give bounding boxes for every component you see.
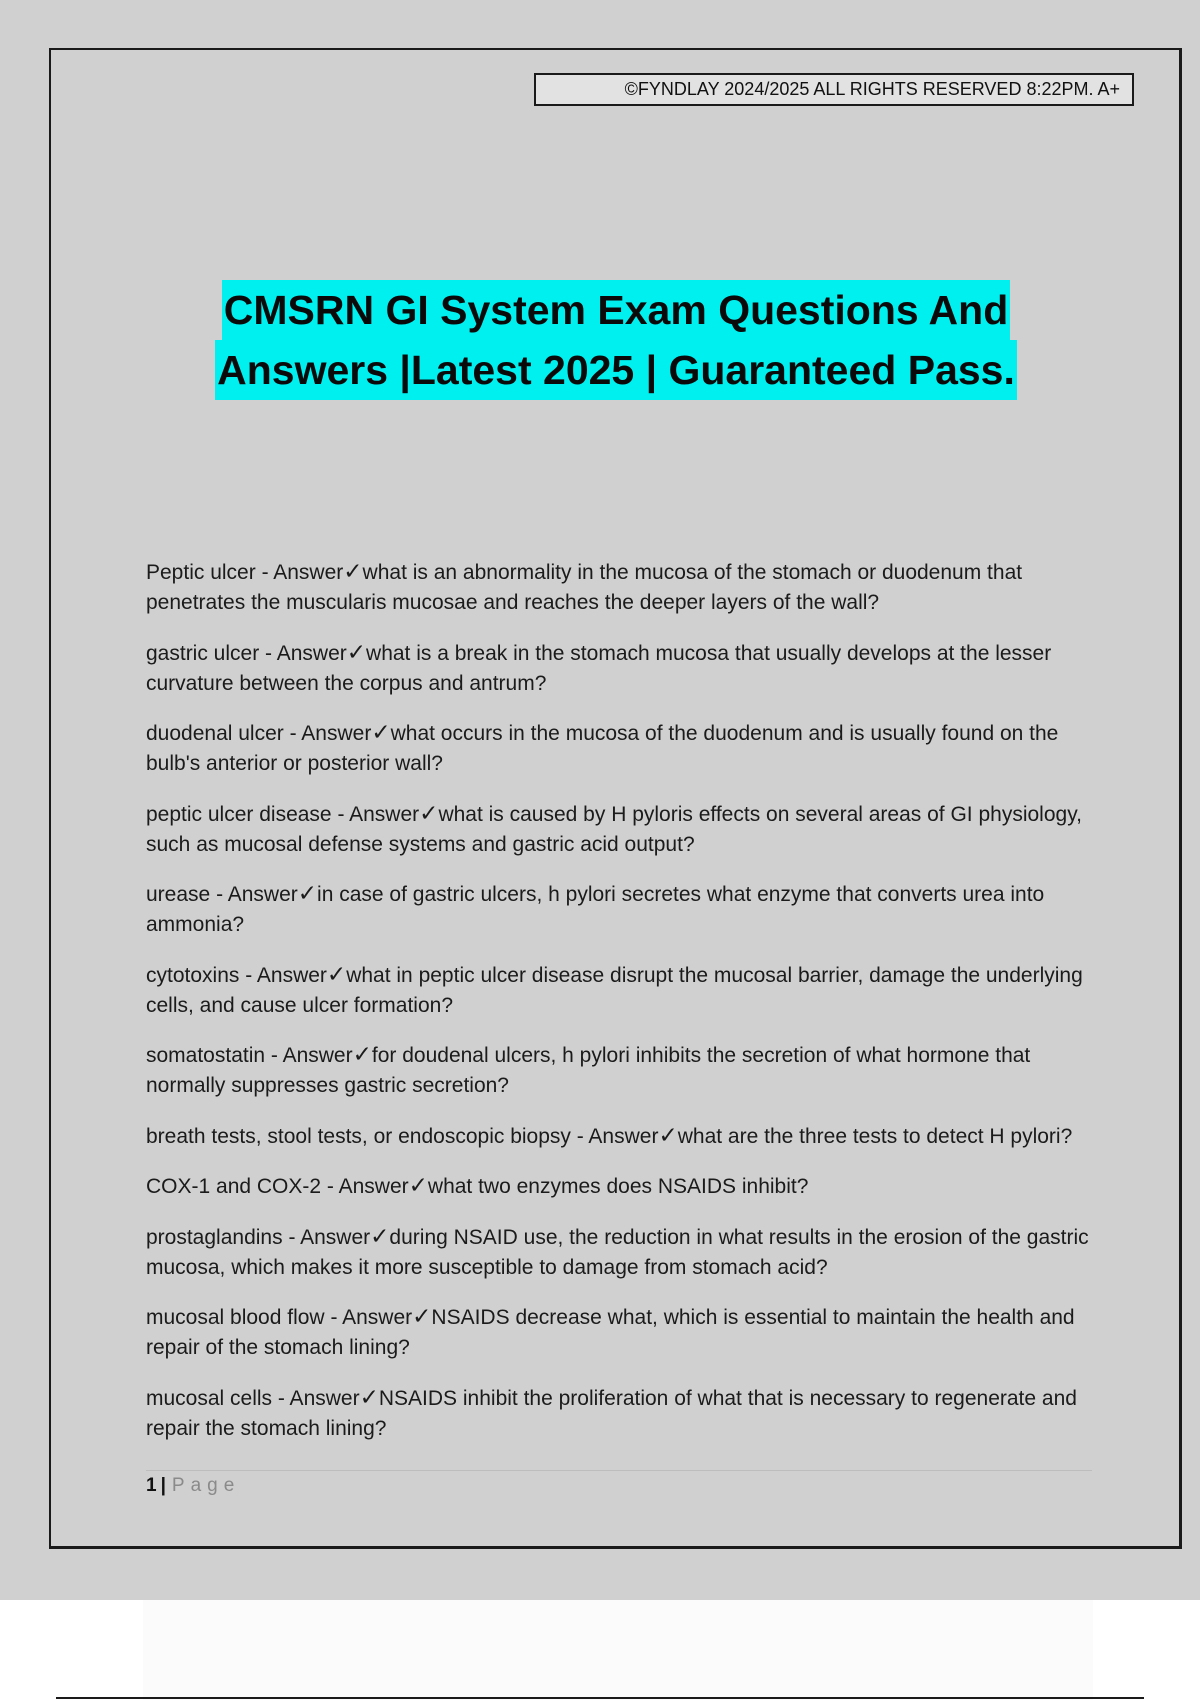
qa-question: in case of gastric ulcers, h pylori secretes what enzyme that converts urea into ammonia?	[146, 883, 1045, 936]
page-label: Page	[171, 1475, 241, 1496]
qa-question: what is an abnormality in the mucosa of the stomach or duodenum that penetrates the muscularis mucosae and reaches the deeper layers of the wall?	[146, 561, 1023, 614]
check-mark-icon: ✓	[352, 1041, 372, 1067]
answer-marker: - Answer	[270, 1044, 353, 1067]
answer-marker: - Answer	[337, 802, 420, 826]
answer-marker: - Answer	[326, 1175, 409, 1198]
qa-term: Peptic ulcer	[146, 561, 256, 584]
page-number: 1	[146, 1475, 157, 1496]
qa-term: duodenal ulcer	[146, 722, 284, 745]
qa-question: during NSAID use, the reduction in what results in the erosion of the gastric mucosa, which makes it more susceptible to damage from stomach acid?	[146, 1225, 1089, 1279]
qa-term: somatostatin	[146, 1044, 266, 1067]
next-page-rule	[56, 1697, 1144, 1699]
check-mark-icon: ✓	[343, 558, 363, 584]
qa-term: mucosal cells	[146, 1386, 273, 1410]
qa-item	[146, 959, 1096, 1021]
qa-item	[146, 1170, 1096, 1202]
qa-item	[146, 798, 1096, 860]
qa-question: what are the three tests to detect H pylori?	[677, 1124, 1073, 1148]
footer-divider	[146, 1470, 1092, 1471]
qa-list	[146, 556, 1096, 1462]
qa-term: peptic ulcer disease	[146, 802, 332, 826]
document-title	[100, 280, 1132, 400]
check-mark-icon: ✓	[371, 719, 391, 745]
qa-term: gastric ulcer	[146, 641, 260, 665]
answer-marker: - Answer	[245, 963, 327, 987]
answer-marker: - Answer	[288, 1225, 371, 1249]
title-line-1: CMSRN GI System Exam Questions And	[222, 280, 1011, 340]
answer-marker: - Answer	[277, 1386, 360, 1410]
qa-item	[146, 1039, 1096, 1101]
check-mark-icon: ✓	[419, 799, 439, 826]
answer-marker: - Answer	[330, 1306, 413, 1329]
check-mark-icon: ✓	[346, 638, 367, 665]
answer-marker: - Answer	[289, 722, 372, 745]
qa-question: NSAIDS decrease what, which is essential to maintain the health and repair of the stomach lining?	[146, 1306, 1075, 1359]
qa-term: prostaglandins	[146, 1225, 283, 1249]
qa-item	[146, 717, 1096, 779]
qa-item	[146, 1221, 1096, 1283]
answer-marker: - Answer	[576, 1124, 659, 1148]
answer-marker: - Answer	[265, 641, 347, 665]
copyright-notice: ©FYNDLAY 2024/2025 ALL RIGHTS RESERVED 8:22PM. A+	[534, 73, 1134, 106]
qa-question: what is a break in the stomach mucosa that usually develops at the lesser curvature between the corpus and antrum?	[146, 641, 1052, 695]
qa-term: breath tests, stool tests, or endoscopic biopsy	[146, 1124, 571, 1148]
qa-question: for doudenal ulcers, h pylori inhibits the secretion of what hormone that normally suppresses gastric secretion?	[146, 1044, 1031, 1097]
check-mark-icon: ✓	[370, 1222, 390, 1249]
check-mark-icon: ✓	[297, 880, 318, 906]
check-mark-icon: ✓	[359, 1383, 379, 1410]
qa-term: urease	[146, 883, 211, 906]
qa-item	[146, 1301, 1096, 1363]
qa-item	[146, 1120, 1096, 1152]
check-mark-icon: ✓	[412, 1303, 432, 1329]
check-mark-icon: ✓	[408, 1172, 428, 1198]
check-mark-icon: ✓	[326, 960, 347, 987]
qa-question: NSAIDS inhibit the proliferation of what that is necessary to regenerate and repair the stomach lining?	[146, 1386, 1077, 1440]
answer-marker: - Answer	[216, 883, 298, 906]
qa-item	[146, 878, 1096, 940]
page-separator: |	[160, 1475, 166, 1496]
qa-question: what two enzymes does NSAIDS inhibit?	[427, 1175, 809, 1198]
title-line-2: Answers |Latest 2025 | Guaranteed Pass.	[215, 340, 1017, 400]
next-page-preview	[143, 1600, 1093, 1700]
qa-term: mucosal blood flow	[146, 1306, 325, 1329]
qa-question: what in peptic ulcer disease disrupt the mucosal barrier, damage the underlying cells, and cause ulcer formation?	[146, 963, 1083, 1017]
qa-question: what occurs in the mucosa of the duodenum and is usually found on the bulb's anterior or posterior wall?	[146, 722, 1059, 775]
qa-term: COX-1 and COX-2	[146, 1175, 322, 1198]
answer-marker: - Answer	[261, 561, 344, 584]
check-mark-icon: ✓	[658, 1121, 678, 1148]
qa-question: what is caused by H pyloris effects on several areas of GI physiology, such as mucosal defense systems and gastric acid output?	[146, 802, 1082, 856]
qa-term: cytotoxins	[146, 963, 240, 987]
qa-item	[146, 637, 1096, 699]
page-footer	[146, 1473, 240, 1499]
qa-item	[146, 556, 1096, 618]
qa-item	[146, 1382, 1096, 1444]
